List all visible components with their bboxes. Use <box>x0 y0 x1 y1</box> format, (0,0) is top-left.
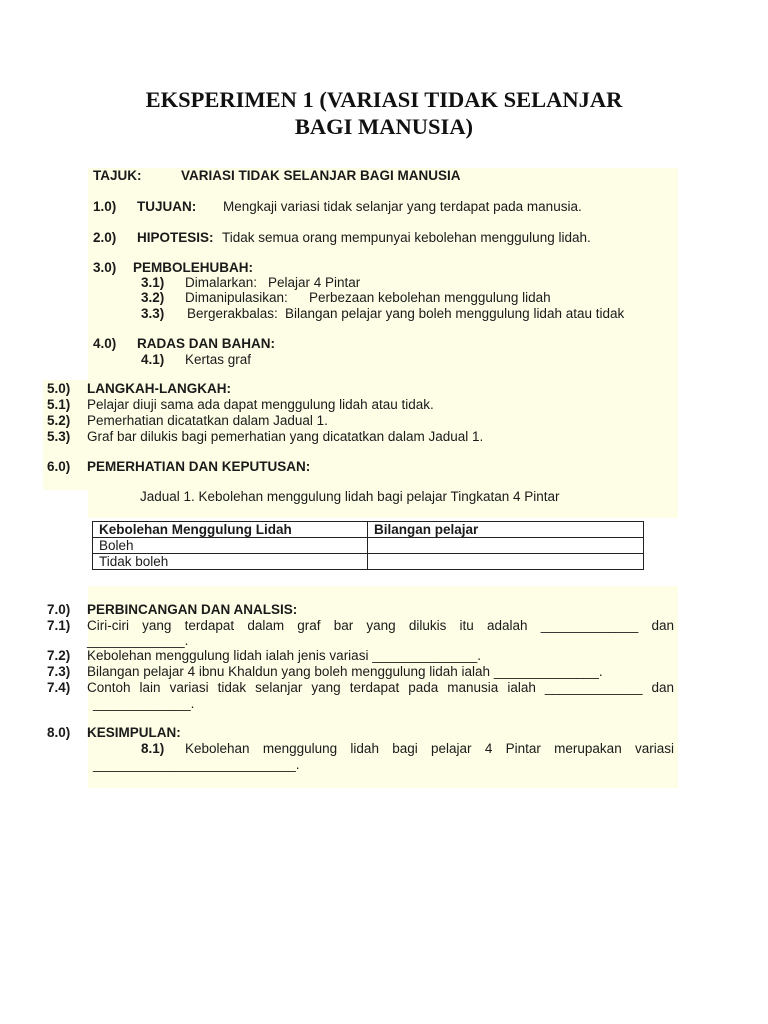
section-7-number: 7.0) <box>47 602 71 617</box>
section-2-number: 2.0) <box>93 230 117 245</box>
section-1-number: 1.0) <box>93 199 117 214</box>
item-7-4-text: Contoh lain variasi tidak selanjar yang terdapat pada manusia ialah _____________ dan <box>87 680 674 695</box>
section-8-number: 8.0) <box>47 725 71 740</box>
item-8-1-number: 8.1) <box>141 741 165 756</box>
item-3-1-number: 3.1) <box>141 275 165 290</box>
item-7-2-number: 7.2) <box>47 648 71 663</box>
title-line-1: EKSPERIMEN 1 (VARIASI TIDAK SELANJAR <box>145 87 623 112</box>
item-5-3-text: Graf bar dilukis bagi pemerhatian yang dicatatkan dalam Jadual 1. <box>87 429 484 444</box>
item-7-1-text: Ciri-ciri yang terdapat dalam graf bar yang dilukis itu adalah _____________ dan <box>87 618 674 633</box>
section-2-text: Tidak semua orang mempunyai kebolehan menggulung lidah. <box>222 230 591 245</box>
item-5-3-number: 5.3) <box>47 429 71 444</box>
item-3-2-text: Perbezaan kebolehan menggulung lidah <box>309 290 551 305</box>
item-3-1-text: Pelajar 4 Pintar <box>268 275 361 290</box>
table-header-cell: Bilangan pelajar <box>368 522 644 538</box>
table-cell: Tidak boleh <box>93 554 368 570</box>
tajuk-label: TAJUK: <box>93 168 142 183</box>
section-6-number: 6.0) <box>47 459 71 474</box>
tajuk-value: VARIASI TIDAK SELANJAR BAGI MANUSIA <box>181 168 461 183</box>
table-cell <box>368 538 644 554</box>
item-4-1-text: Kertas graf <box>185 352 252 367</box>
section-3-number: 3.0) <box>93 260 117 275</box>
table-cell: Boleh <box>93 538 368 554</box>
section-7-label: PERBINCANGAN DAN ANALSIS: <box>87 602 298 617</box>
item-5-1-text: Pelajar diuji sama ada dapat menggulung lidah atau tidak. <box>87 397 434 412</box>
section-5-label: LANGKAH-LANGKAH: <box>87 381 231 396</box>
table-header-row <box>93 522 644 538</box>
item-5-2-text: Pemerhatian dicatatkan dalam Jadual 1. <box>87 413 328 428</box>
item-7-2-text: Kebolehan menggulung lidah ialah jenis variasi ______________. <box>87 648 482 663</box>
section-1-text: Mengkaji variasi tidak selanjar yang terdapat pada manusia. <box>223 199 582 214</box>
item-7-4-number: 7.4) <box>47 680 71 695</box>
item-3-3-number: 3.3) <box>141 306 165 321</box>
section-8-label: KESIMPULAN: <box>87 725 181 740</box>
item-4-1-number: 4.1) <box>141 352 165 367</box>
item-3-3-text: Bilangan pelajar yang boleh menggulung lidah atau tidak <box>285 306 625 321</box>
section-3-label: PEMBOLEHUBAH: <box>133 260 253 275</box>
item-3-2-label: Dimanipulasikan: <box>185 290 288 305</box>
table-caption: Jadual 1. Kebolehan menggulung lidah bagi pelajar Tingkatan 4 Pintar <box>140 489 560 504</box>
item-8-1-blank: ___________________________. <box>93 757 300 772</box>
table-header-cell: Kebolehan Menggulung Lidah <box>93 522 368 538</box>
item-7-4-blank: _____________. <box>93 696 195 711</box>
section-1-label: TUJUAN: <box>137 199 197 214</box>
section-2-label: HIPOTESIS: <box>137 230 214 245</box>
observation-table <box>92 521 644 570</box>
section-4-number: 4.0) <box>93 336 117 351</box>
section-4-label: RADAS DAN BAHAN: <box>137 336 275 351</box>
page-title <box>0 86 768 140</box>
item-7-1-number: 7.1) <box>47 618 71 633</box>
item-7-3-text: Bilangan pelajar 4 ibnu Khaldun yang boleh menggulung lidah ialah ______________. <box>87 664 603 679</box>
item-7-3-number: 7.3) <box>47 664 71 679</box>
item-3-3-label: Bergerakbalas: <box>187 306 278 321</box>
item-3-1-label: Dimalarkan: <box>185 275 258 290</box>
item-7-1-blank: _____________. <box>87 633 189 648</box>
table-row <box>93 554 644 570</box>
section-6-label: PEMERHATIAN DAN KEPUTUSAN: <box>87 459 311 474</box>
section-5-number: 5.0) <box>47 381 71 396</box>
table-cell <box>368 554 644 570</box>
item-5-2-number: 5.2) <box>47 413 71 428</box>
table-row <box>93 538 644 554</box>
item-3-2-number: 3.2) <box>141 290 165 305</box>
title-line-2: BAGI MANUSIA) <box>294 114 474 139</box>
item-8-1-text: Kebolehan menggulung lidah bagi pelajar 4 Pintar merupakan variasi <box>185 741 674 756</box>
item-5-1-number: 5.1) <box>47 397 71 412</box>
